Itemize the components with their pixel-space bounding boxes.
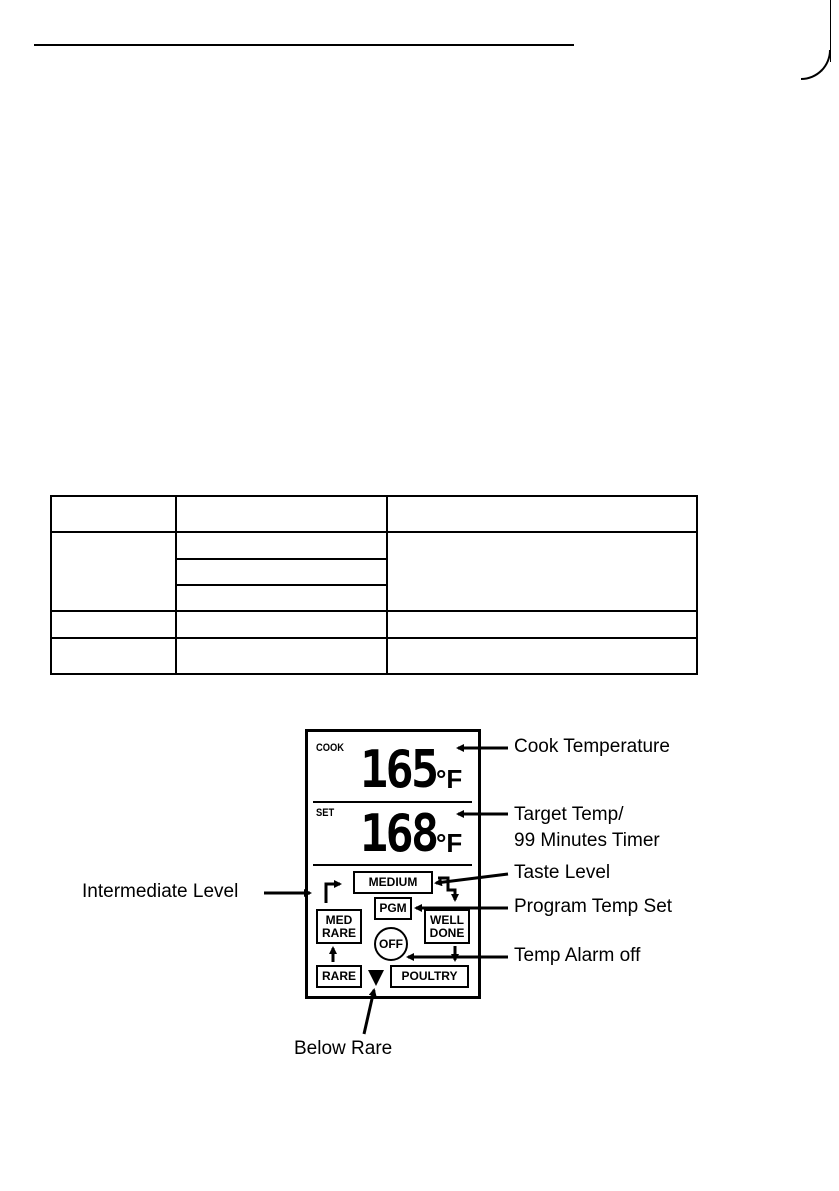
target-temp-label-line2: 99 Minutes Timer: [514, 830, 660, 851]
below-rare-arrow: [364, 990, 374, 1034]
set-temperature-readout: 168: [360, 804, 437, 864]
temp-alarm-off-label: Temp Alarm off: [514, 945, 641, 966]
cook-temperature-label: Cook Temperature: [514, 736, 670, 757]
med-rare-line2: RARE: [321, 925, 356, 940]
set-unit: °F: [436, 828, 463, 858]
med-rare-line1: MED: [325, 912, 353, 927]
rare-indicator: RARE: [316, 965, 362, 988]
off-indicator: OFF: [374, 927, 408, 961]
well-done-line1: WELL: [430, 912, 464, 927]
pgm-indicator: PGM: [374, 897, 412, 920]
well-done-line2: DONE: [429, 925, 465, 940]
poultry-indicator: POULTRY: [390, 965, 469, 988]
program-temp-set-label: Program Temp Set: [514, 896, 673, 917]
intermediate-level-label: Intermediate Level: [82, 881, 239, 902]
target-temp-label-line1: Target Temp/: [514, 804, 624, 825]
set-label: SET: [316, 807, 335, 819]
cook-unit: °F: [436, 764, 463, 794]
below-rare-label: Below Rare: [294, 1038, 393, 1059]
cook-label: COOK: [316, 742, 345, 754]
cook-temperature-readout: 165: [360, 740, 437, 800]
taste-level-label: Taste Level: [514, 862, 611, 883]
medium-indicator: MEDIUM: [353, 871, 433, 894]
rare-to-medium-arrow: [326, 884, 340, 903]
below-rare-triangle-icon: [368, 970, 384, 986]
